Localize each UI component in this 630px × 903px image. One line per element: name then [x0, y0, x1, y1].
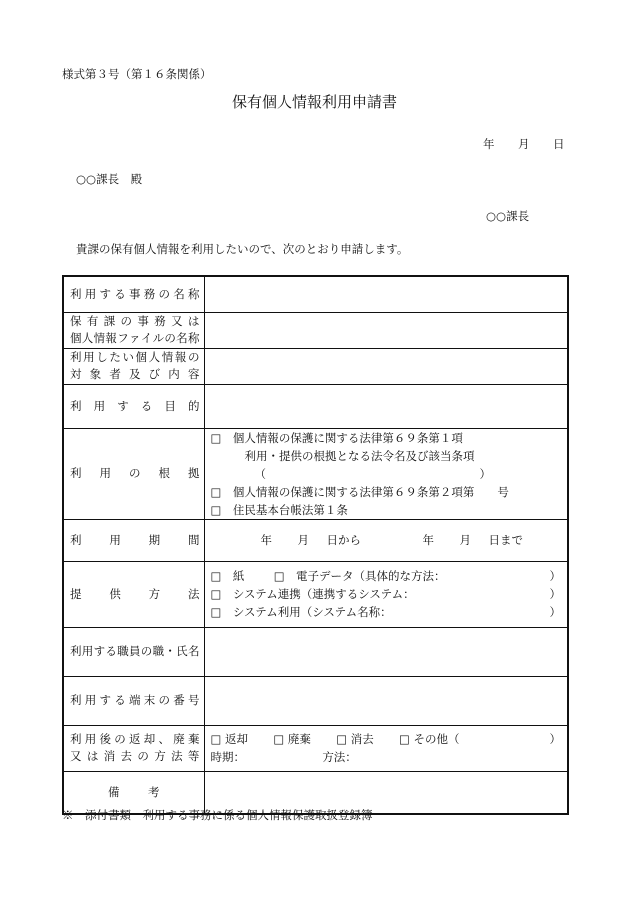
label-char: 廃 — [173, 732, 185, 746]
label-char: の — [158, 693, 170, 707]
open-paren: （ — [254, 466, 266, 481]
label-char: 番 — [173, 693, 185, 707]
label-char: ・ — [164, 644, 176, 658]
row-label — [63, 428, 204, 519]
table-row — [63, 312, 568, 348]
label-char: 方 — [148, 586, 161, 601]
label-char: は — [86, 749, 99, 763]
table-row — [63, 627, 568, 676]
row-label — [63, 276, 204, 312]
label-char: の — [120, 314, 133, 328]
label-char: 情 — [93, 331, 106, 345]
label-char: 供 — [109, 586, 121, 601]
label-char: 人 — [148, 350, 161, 364]
label-char: 、 — [158, 732, 170, 746]
label-char: 事 — [129, 286, 141, 301]
label-char: 容 — [187, 367, 200, 381]
method-electronic-option[interactable]: □ 電子データ（具体的な方法： — [273, 569, 446, 583]
date-year-label: 年 — [483, 137, 495, 151]
label-char: る — [114, 286, 126, 301]
label-char: の — [164, 331, 176, 345]
justified-label — [70, 330, 200, 347]
label-char: 用 — [93, 398, 106, 413]
label-char: 根 — [158, 466, 170, 480]
close-paren: ） — [549, 605, 561, 619]
disposal-timing-label: 時期： — [210, 750, 245, 764]
label-char: 利 — [70, 398, 82, 413]
justified-label — [108, 784, 160, 801]
disposal-return-option[interactable]: □ 返却 — [210, 732, 249, 746]
label-char: 個 — [135, 350, 148, 364]
basis-option-jyuki[interactable]: □ 住民基本台帳法第１条 — [210, 502, 348, 517]
label-char: 目 — [164, 398, 176, 413]
label-char: す — [117, 398, 129, 413]
label-char: 端 — [129, 693, 141, 707]
label-char: イ — [140, 331, 153, 345]
label-char: し — [96, 350, 108, 364]
method-system-link-option[interactable]: □ システム連携（連携するシステム： — [210, 587, 415, 601]
label-char: す — [99, 286, 111, 301]
label-char: 課 — [103, 314, 116, 328]
method-paper-option[interactable]: □ 紙 — [210, 569, 245, 583]
label-char: 返 — [129, 732, 141, 746]
label-char: 務 — [143, 286, 156, 301]
label-char: 法 — [187, 586, 200, 601]
label-char: 末 — [143, 693, 156, 707]
label-char: 有 — [86, 314, 99, 328]
business-name-field[interactable] — [204, 276, 568, 312]
label-char: は — [187, 314, 200, 328]
label-char: の — [137, 749, 149, 763]
justified-label — [70, 398, 200, 415]
method-row-2 — [211, 585, 562, 603]
basis-subtext: 利用・提供の根拠となる法令名及び該当条項 — [244, 448, 475, 463]
table-row — [63, 676, 568, 725]
disposal-erase-option[interactable]: □ 消去 — [336, 732, 374, 746]
label-char: 却 — [143, 732, 156, 746]
table-row — [63, 276, 568, 312]
period-month-to: 月 — [459, 533, 471, 547]
label-char: 職 — [152, 644, 165, 658]
label-char: 又 — [70, 749, 82, 763]
label-char: る — [114, 693, 126, 707]
label-char: 対 — [70, 367, 82, 381]
basis-law-input[interactable] — [211, 465, 562, 483]
period-year-from: 年 — [260, 533, 272, 547]
disposal-row-2 — [211, 748, 562, 766]
label-char: 間 — [187, 532, 200, 547]
label-char: 用 — [81, 644, 94, 658]
disposal-method-cell — [204, 725, 568, 771]
label-char: 用 — [84, 286, 97, 301]
label-char: す — [93, 644, 106, 658]
label-char: る — [105, 644, 117, 658]
date-day-label: 日 — [553, 137, 565, 151]
label-char: 後 — [99, 732, 111, 746]
label-char: 名 — [173, 286, 185, 301]
justified-label — [70, 532, 200, 549]
label-char: 務 — [154, 314, 166, 328]
label-char: る — [140, 398, 153, 413]
label-char: 個 — [70, 331, 82, 345]
row-label — [63, 627, 204, 676]
intro-text: 貴課の保有個人情報を利用したいので、次のとおり申請します。 — [76, 242, 409, 256]
justified-label — [70, 313, 200, 330]
label-char: す — [99, 693, 111, 707]
label-char: の — [129, 466, 141, 480]
label-char: 報 — [174, 350, 187, 364]
justified-label — [70, 586, 200, 603]
target-content-field[interactable] — [204, 348, 568, 384]
label-char: 考 — [148, 784, 160, 799]
label-char: 称 — [188, 286, 200, 301]
label-char: 氏 — [176, 644, 188, 658]
label-char: 利 — [70, 286, 82, 301]
legal-basis-cell — [204, 428, 568, 519]
period-year-to: 年 — [422, 533, 434, 547]
label-char: 用 — [84, 693, 97, 707]
method-row-3 — [211, 603, 562, 621]
label-char: 利 — [70, 350, 82, 364]
label-char: い — [122, 350, 134, 364]
label-char: 象 — [89, 367, 102, 381]
method-row-1 — [211, 567, 562, 585]
label-char: 及 — [128, 367, 141, 381]
table-row — [63, 384, 568, 428]
period-day-to: 日まで — [488, 533, 523, 547]
application-form-table — [62, 275, 569, 815]
label-char: 消 — [103, 749, 116, 763]
form-number: 様式第３号（第１６条関係） — [62, 67, 212, 81]
justified-label — [70, 692, 200, 709]
label-char: 棄 — [188, 732, 200, 746]
close-paren: ） — [549, 732, 561, 746]
justified-label — [70, 643, 200, 660]
justified-label — [70, 349, 200, 366]
close-paren: ） — [549, 587, 561, 601]
label-char: 備 — [108, 784, 120, 799]
close-paren: ） — [479, 466, 491, 481]
label-char: 去 — [120, 749, 133, 763]
table-row — [63, 561, 568, 627]
justified-label — [70, 366, 200, 383]
label-char: 職 — [117, 644, 129, 658]
label-char: の — [114, 732, 126, 746]
table-row — [63, 428, 568, 519]
label-char: 名 — [187, 644, 200, 658]
row-label — [63, 348, 204, 384]
label-char: 用 — [84, 732, 97, 746]
label-char: 用 — [83, 350, 95, 364]
label-char: 利 — [70, 644, 82, 658]
period-day-from: 日から — [326, 533, 361, 547]
label-char: の — [187, 350, 200, 364]
justified-label — [70, 748, 200, 765]
disposal-other-option[interactable]: □ その他（ — [399, 732, 460, 746]
label-char: フ — [117, 331, 129, 345]
label-char: た — [109, 350, 121, 364]
label-char: 人 — [81, 331, 94, 345]
label-char: 利 — [70, 466, 82, 480]
label-char: 情 — [161, 350, 174, 364]
period-field[interactable] — [204, 519, 568, 561]
label-char: 法 — [171, 749, 183, 763]
row-label — [63, 384, 204, 428]
label-char: 用 — [99, 466, 111, 480]
label-char: 期 — [148, 532, 161, 547]
label-char: 提 — [70, 586, 82, 601]
label-char: 用 — [109, 532, 121, 547]
label-char: 拠 — [188, 466, 200, 480]
label-char: 利 — [70, 532, 82, 547]
label-char: 者 — [109, 367, 121, 381]
label-char: び — [148, 367, 161, 381]
period-month-from: 月 — [297, 533, 309, 547]
row-label — [63, 725, 204, 771]
basis-option-69-1[interactable]: □ 個人情報の保護に関する法律第６９条第１項 — [210, 430, 463, 445]
label-char: 利 — [70, 732, 82, 746]
label-char: ル — [152, 331, 165, 345]
disposal-discard-option[interactable]: □ 廃棄 — [273, 732, 311, 746]
label-char: 事 — [137, 314, 149, 328]
row-label — [63, 676, 204, 725]
label-char: の — [158, 286, 170, 301]
label-char: 報 — [105, 331, 117, 345]
label-char: 名 — [176, 331, 188, 345]
addressee: ○○課長 殿 — [76, 172, 143, 186]
disposal-method-label: 方法： — [322, 750, 357, 764]
applicant: ○○課長 — [486, 209, 530, 223]
date-month-label: 月 — [518, 137, 530, 151]
method-system-use-option[interactable]: □ システム利用（システム名称： — [210, 605, 392, 619]
label-char: 利 — [70, 693, 82, 707]
row-label — [63, 312, 204, 348]
justified-label — [70, 286, 200, 303]
label-char: 保 — [70, 314, 82, 328]
label-char: 等 — [187, 749, 200, 763]
terminal-number-field[interactable] — [204, 676, 568, 725]
provision-method-cell — [204, 561, 568, 627]
table-row — [63, 725, 568, 771]
label-char: ァ — [128, 331, 141, 345]
close-paren: ） — [549, 569, 561, 583]
basis-option-69-2[interactable]: □ 個人情報の保護に関する法律第６９条第２項第 号 — [210, 484, 509, 499]
staff-name-field[interactable] — [204, 627, 568, 676]
label-char: の — [140, 644, 153, 658]
label-char: 的 — [187, 398, 200, 413]
attachment-note: ※ 添付書類 利用する事務に係る個人情報保護取扱登録簿 — [62, 808, 373, 822]
label-char: 号 — [188, 693, 200, 707]
justified-label — [70, 465, 200, 482]
label-char: 方 — [154, 749, 166, 763]
page-title: 保有個人情報利用申請書 — [232, 93, 398, 111]
file-name-field[interactable] — [204, 312, 568, 348]
row-label — [63, 519, 204, 561]
row-label — [63, 561, 204, 627]
justified-label — [70, 731, 200, 748]
label-char: 又 — [171, 314, 183, 328]
label-char: 員 — [128, 644, 141, 658]
label-char: 内 — [168, 367, 180, 381]
disposal-row-1 — [211, 730, 562, 748]
table-row — [63, 348, 568, 384]
purpose-field[interactable] — [204, 384, 568, 428]
label-char: 称 — [187, 331, 200, 345]
table-row — [63, 519, 568, 561]
